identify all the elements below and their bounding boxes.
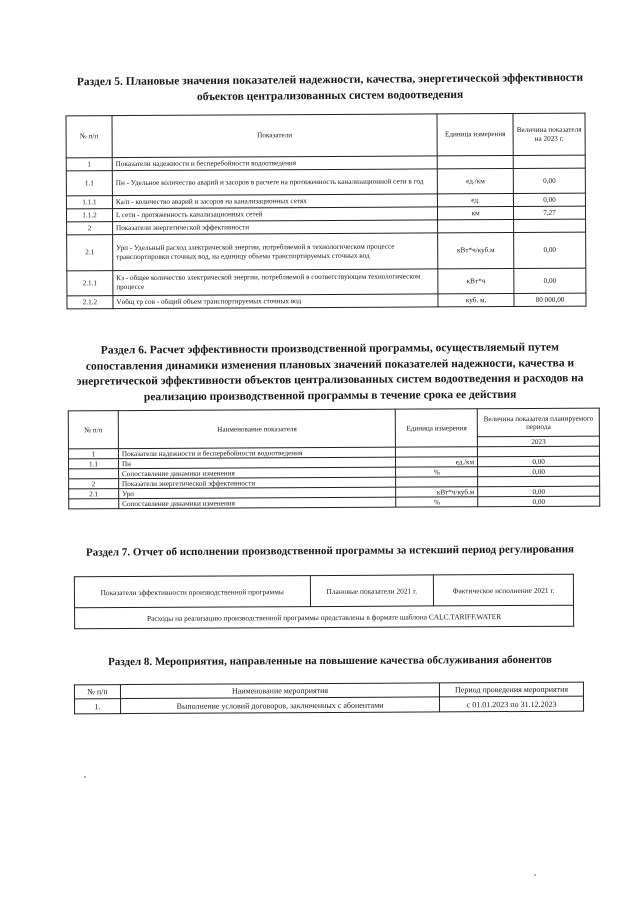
cell-name: Кэ - общее количество электрической энергии, потребляемой в соответствующем технологическом процессе	[113, 269, 438, 296]
section8-table	[74, 682, 584, 715]
table-header-row	[66, 113, 585, 158]
cell-value	[478, 446, 600, 457]
cell-note: Расходы на реализацию производственной программы представлены в формате шаблона CALC.TARIFF.WATER	[75, 605, 574, 629]
cell-value: 0,00	[478, 456, 600, 467]
header-year: 2023	[478, 436, 600, 447]
cell-num: 1.1.1	[66, 196, 112, 209]
cell-unit: куб. м.	[438, 294, 514, 307]
cell-value: 0,00	[478, 466, 600, 477]
cell-value	[478, 476, 600, 487]
cell-unit	[396, 447, 478, 457]
scan-speck	[84, 776, 86, 778]
table-row	[75, 605, 574, 629]
cell-unit	[437, 156, 513, 169]
cell-indicators: Показатели эффективности производственной программы	[74, 576, 310, 608]
header-num: № п/п	[74, 685, 120, 699]
cell-value: 80 000,00	[514, 293, 586, 306]
cell-name: Показатели энергетической эффективности	[112, 220, 437, 235]
cell-value: 0,00	[514, 268, 586, 293]
scan-speck	[534, 874, 536, 876]
table-row	[66, 168, 585, 196]
cell-unit: км	[438, 207, 514, 220]
cell-name: Пн - Удельное количество аварий и засоров в расчете на протяженность канализационной сети в год	[112, 169, 437, 196]
cell-num: 1	[66, 158, 112, 171]
header-period: Период проведения мероприятия	[440, 682, 584, 697]
section6-title-line2: сопоставления динамики изменения плановых значений показателей надежности, качества и	[85, 356, 575, 373]
cell-value: 7,27	[514, 206, 586, 219]
cell-unit: %	[396, 497, 478, 507]
table-row	[67, 268, 586, 296]
section6-title-line3: энергетической эффективности объектов централизованных систем водоотведения и расходов на	[76, 372, 584, 388]
section6-title-line4: реализацию производственной программы в течение срока ее действия	[143, 388, 517, 403]
table-row	[74, 574, 573, 608]
table-header-row	[68, 408, 599, 439]
section5-title-line1: Раздел 5. Плановые значения показателей надежности, качества, энергетической эффективности	[76, 71, 584, 89]
section8-title: Раздел 8. Мероприятия, направленные на повышение качества обслуживания абонентов	[108, 653, 552, 669]
section6-title-line1: Раздел 6. Расчет эффективности производственной программы, осуществляемый путем	[100, 341, 559, 357]
cell-value: 0,00	[514, 232, 586, 268]
table-row	[75, 696, 584, 714]
cell-unit: ед./км	[437, 169, 513, 194]
cell-name: Урп	[119, 487, 396, 498]
cell-name: Показатели надежности и бесперебойности водоотведения	[112, 156, 437, 171]
cell-num: 1.1.2	[66, 209, 112, 222]
cell-plan: Плановые показатели 2021 г.	[310, 575, 434, 607]
cell-num: 1	[68, 449, 118, 459]
cell-name: L сети - протяженность канализационных сетей	[112, 207, 437, 222]
cell-unit	[396, 477, 478, 487]
cell-unit: кВт*ч	[438, 269, 514, 294]
section5-title	[60, 70, 600, 107]
header-name: Наименование показателя	[118, 409, 396, 448]
cell-unit: ед./км	[396, 457, 478, 467]
cell-value: 0,00	[513, 168, 585, 193]
cell-unit: кВт*ч/куб.м	[438, 233, 514, 269]
cell-unit	[438, 220, 514, 233]
header-num: № п/п	[66, 116, 112, 158]
cell-value: 0,00	[513, 193, 585, 206]
cell-name: Сопоставление динамики изменения	[119, 497, 396, 508]
header-indicators: Показатели	[112, 114, 437, 158]
cell-num: 2	[69, 479, 119, 489]
cell-num: 1.1	[66, 171, 112, 196]
cell-num: 2.1	[67, 235, 113, 271]
cell-name: Ка/п - количество аварий и засоров на канализационных сетях	[112, 194, 437, 209]
header-value: Величина показателя на 2023 г.	[513, 113, 585, 155]
cell-num: 1.	[75, 699, 121, 714]
cell-num	[69, 499, 119, 509]
cell-unit: ед.	[438, 194, 514, 207]
cell-value	[513, 155, 585, 168]
section6-title	[52, 340, 608, 406]
cell-unit: %	[396, 467, 478, 477]
cell-value: 0,00	[478, 486, 600, 497]
cell-actual: Фактическое исполнение 2021 г.	[434, 574, 574, 606]
cell-name: Показатели надежности и бесперебойности водоотведения	[118, 447, 395, 458]
cell-name: Сопоставление динамики изменения	[118, 467, 395, 478]
cell-period: с 01.01.2023 по 31.12.2023	[440, 696, 584, 712]
cell-name: Урп - Удельный расход электрической энергии, потребляемой в технологическом процессе транспортировки сточных вод, на единицу объема транспортируемых сточных вод	[113, 233, 438, 271]
header-value: Величина показателя планируемого периода	[477, 408, 599, 437]
cell-num: 2.1	[69, 489, 119, 499]
cell-value	[514, 219, 586, 232]
cell-num: 2	[67, 222, 113, 235]
cell-unit: кВт*ч/куб.м	[396, 487, 478, 497]
header-num: № п/п	[68, 411, 118, 449]
cell-name: Пн	[118, 457, 395, 468]
section5-table	[65, 113, 586, 310]
cell-num: 2.1.1	[67, 271, 113, 296]
cell-num: 2.1.2	[67, 296, 113, 309]
header-unit: Единица измерения	[437, 114, 513, 156]
cell-num: 1.1	[68, 459, 118, 469]
header-name: Наименование мероприятия	[120, 683, 439, 699]
section5-title-line2: объектов централизованных систем водоотведения	[196, 88, 464, 104]
table-row	[67, 232, 586, 271]
cell-name: Показатели энергетической эффективности	[119, 477, 396, 488]
header-unit: Единица измерения	[396, 409, 478, 447]
cell-num	[69, 469, 119, 479]
cell-name: Выполнение условий договоров, заключенных с абонентами	[120, 697, 439, 714]
cell-name: Vобщ тр сов - общий объем транспортируемых сточных вод	[113, 294, 438, 309]
section6-table	[68, 408, 601, 510]
table-row	[67, 293, 586, 309]
cell-value: 0,00	[478, 496, 600, 507]
table-row	[69, 496, 600, 509]
section7-title: Раздел 7. Отчет об исполнении производственной программы за истекший период регулирования	[85, 543, 575, 559]
section7-table	[74, 574, 574, 630]
